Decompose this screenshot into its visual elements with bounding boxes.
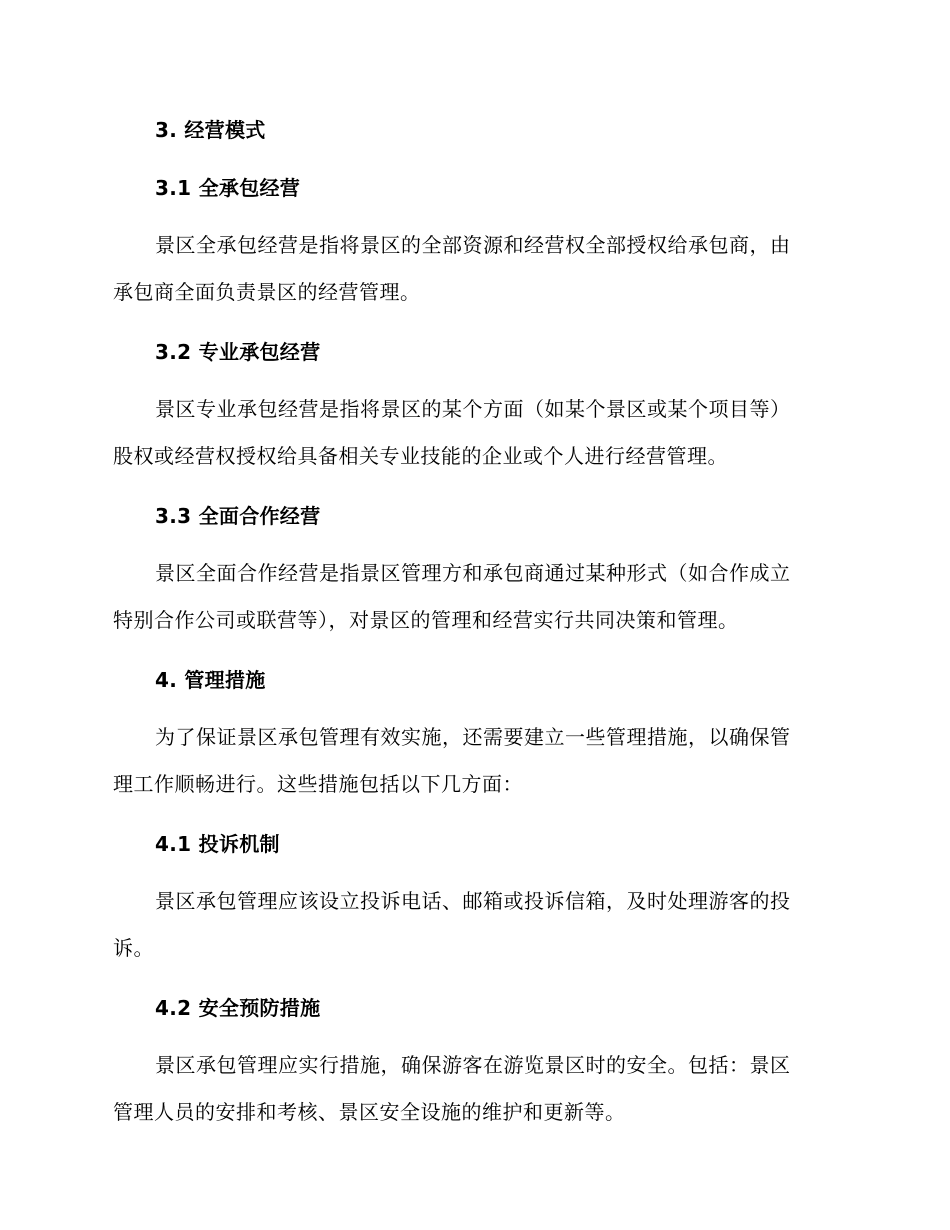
paragraph-line: 承包商全面负责景区的经营管理。 [113,280,421,304]
paragraph-line: 管理人员的安排和考核、景区安全设施的维护和更新等。 [113,1100,626,1124]
paragraph-4-1 [113,878,833,972]
paragraph-line: 为了保证景区承包管理有效实施，还需要建立一些管理措施，以确保管 [155,725,791,749]
paragraph-line: 特别合作公司或联营等），对景区的管理和经营实行共同决策和管理。 [113,608,739,632]
paragraph-line: 景区承包管理应该设立投诉电话、邮箱或投诉信箱，及时处理游客的投 [155,889,791,913]
paragraph-4-2 [113,1042,833,1136]
paragraph-line: 诉。 [113,936,154,960]
section-heading-4: 4. 管理措施 [155,668,266,692]
paragraph-4 [113,714,833,808]
section-heading-3-2: 3.2 专业承包经营 [155,340,321,364]
section-heading-3-3: 3.3 全面合作经营 [155,504,321,528]
paragraph-line: 景区承包管理应实行措施，确保游客在游览景区时的安全。包括：景区 [155,1053,791,1077]
section-heading-4-1: 4.1 投诉机制 [155,832,280,856]
paragraph-3-2 [113,386,833,480]
paragraph-line: 理工作顺畅进行。这些措施包括以下几方面： [113,772,523,796]
paragraph-line: 景区全面合作经营是指景区管理方和承包商通过某种形式（如合作成立 [155,561,791,585]
paragraph-3-3 [113,550,833,644]
paragraph-line: 景区全承包经营是指将景区的全部资源和经营权全部授权给承包商，由 [155,233,791,257]
paragraph-line: 股权或经营权授权给具备相关专业技能的企业或个人进行经营管理。 [113,444,728,468]
paragraph-3-1 [113,222,833,316]
document-body [113,112,833,1154]
section-heading-3-1: 3.1 全承包经营 [155,176,301,200]
section-heading-4-2: 4.2 安全预防措施 [155,996,321,1020]
section-heading-3: 3. 经营模式 [155,118,266,142]
paragraph-line: 景区专业承包经营是指将景区的某个方面（如某个景区或某个项目等） [155,397,791,421]
